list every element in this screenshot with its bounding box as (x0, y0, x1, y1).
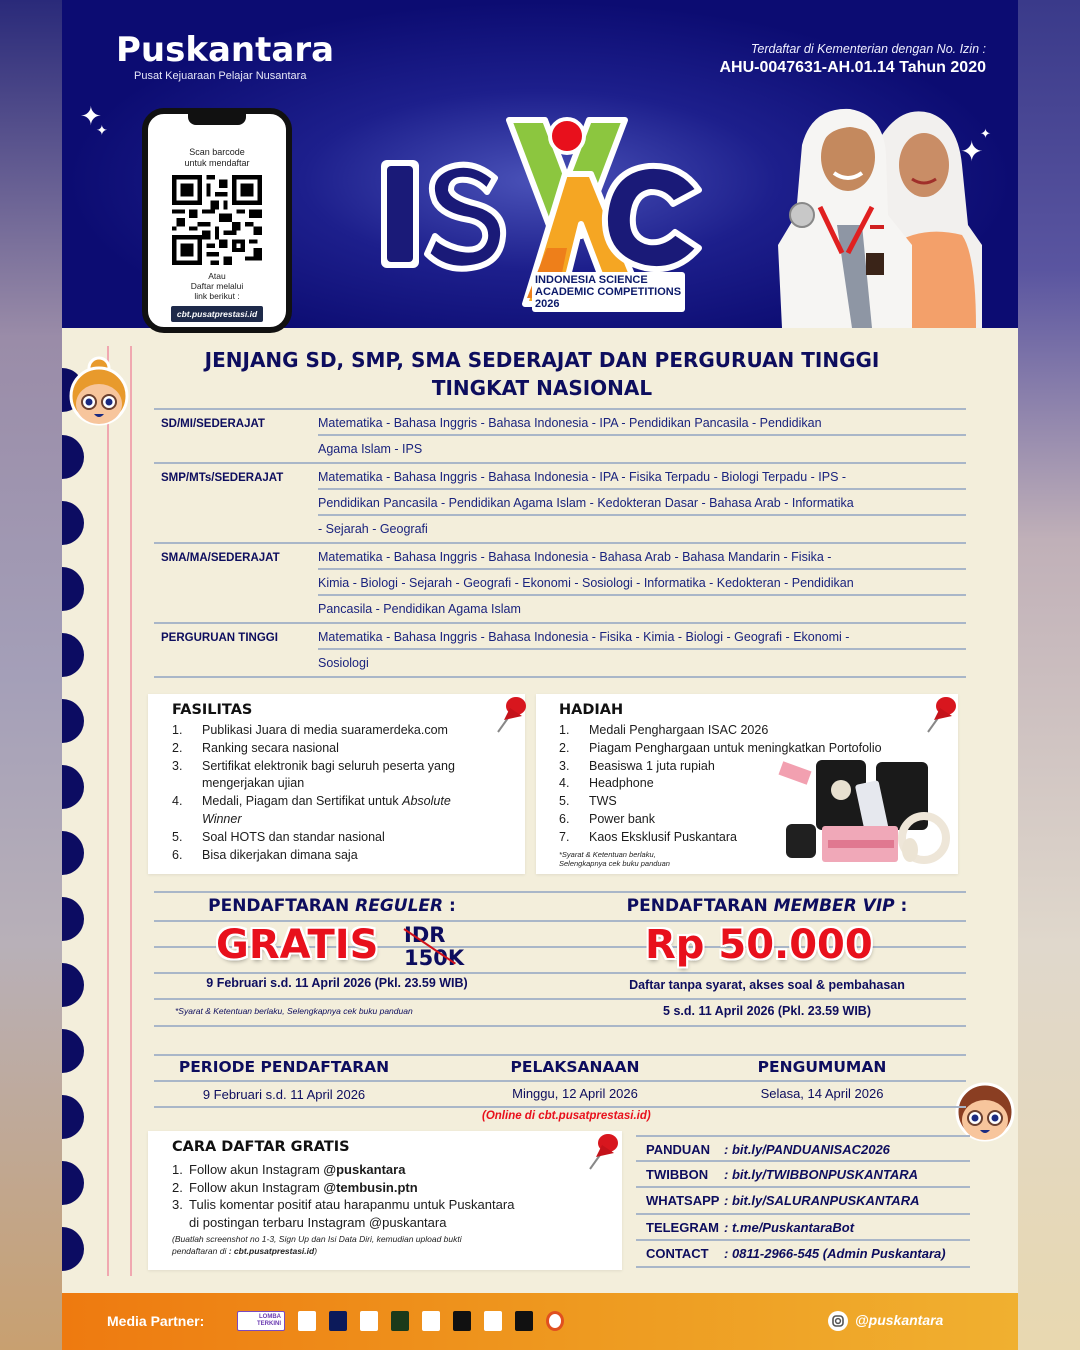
binder-hole (62, 897, 84, 941)
qr-code[interactable] (172, 175, 262, 265)
list-item: Winner (202, 811, 242, 826)
brand-tagline: Pusat Kejuaraan Pelajar Nusantara (134, 70, 307, 82)
registration-number: AHU-0047631-AH.01.14 Tahun 2020 (719, 59, 986, 76)
reguler-period: 9 Februari s.d. 11 April 2026 (Pkl. 23.59 WIB) (206, 976, 468, 990)
step-item: di postingan terbaru Instagram @puskantara (189, 1214, 447, 1230)
registration-label: Terdaftar di Kementerian dengan No. Izin : (750, 42, 986, 56)
schedule-value-registration: 9 Februari s.d. 11 April 2026 (202, 1087, 366, 1102)
sparkle-icon: ✦ (96, 123, 108, 139)
list-item: 4. Medali, Piagam dan Sertifikat untuk Absolute (172, 794, 451, 809)
partner-logo[interactable] (422, 1311, 440, 1331)
fasilitas-card (148, 694, 525, 874)
partner-logo[interactable] (360, 1311, 378, 1331)
level-row-pt (154, 622, 966, 678)
how-to-register-note: (Buatlah screenshot no 1-3, Sign Up dan Isi Data Diri, kemudian upload bukti pendaftaran di : cbt.pusatprestasi.id) (172, 1234, 462, 1256)
binder-hole (62, 1161, 84, 1205)
ruled-line (154, 1025, 966, 1027)
fasilitas-title: FASILITAS (172, 702, 253, 718)
list-item: 2. Piagam Penghargaan untuk meningkatkan Portofolio (559, 740, 882, 755)
partner-logo[interactable] (546, 1311, 564, 1331)
level-row-smp (154, 462, 966, 542)
subjects-line: Pancasila - Pendidikan Agama Islam (318, 602, 521, 616)
sparkle-icon: ✦ (960, 135, 984, 168)
schedule-title-registration: PERIODE PENDAFTARAN (178, 1058, 390, 1076)
poster (62, 0, 1018, 1350)
reguler-note: *Syarat & Ketentuan berlaku, Selengkapnya cek buku panduan (175, 1006, 413, 1016)
main-title: JENJANG SD, SMP, SMA SEDERAJAT DAN PERGURUAN TINGGI TINGKAT NASIONAL (204, 348, 880, 400)
list-item: 5. Soal HOTS dan standar nasional (172, 829, 385, 844)
step-item: 2. Follow akun Instagram @tembusin.ptn (172, 1179, 418, 1195)
subjects-line: Sosiologi (318, 656, 369, 670)
background-blur-right (1018, 0, 1080, 1350)
links-list (636, 1135, 970, 1268)
vip-heading: PENDAFTARAN MEMBER VIP : (626, 896, 908, 916)
schedule-value-execution: Minggu, 12 April 2026 (512, 1086, 638, 1101)
header-banner (62, 0, 1018, 328)
pushpin-icon (494, 694, 528, 738)
reguler-price: GRATIS (216, 922, 379, 968)
list-item: 6. Bisa dikerjakan dimana saja (172, 847, 358, 862)
partner-logo[interactable] (515, 1311, 533, 1331)
students-photo (762, 95, 982, 328)
ruled-line (154, 1054, 966, 1056)
list-item: mengerjakan ujian (202, 776, 305, 791)
hadiah-card (536, 694, 958, 874)
level-label: SMP/MTs/SEDERAJAT (161, 472, 284, 484)
ruled-line (154, 1106, 966, 1108)
binder-hole (62, 501, 84, 545)
schedule-value-announcement: Selasa, 14 April 2026 (760, 1086, 884, 1101)
alt-register-instruction: Atau Daftar melalui link berikut : (190, 271, 244, 301)
vip-period: 5 s.d. 11 April 2026 (Pkl. 23.59 WIB) (663, 1004, 871, 1018)
schedule-title-announcement: PENGUMUMAN (757, 1058, 887, 1076)
binder-hole (62, 699, 84, 743)
level-row-sd (154, 408, 966, 462)
background-blur-left (0, 0, 62, 1350)
level-row-sma (154, 542, 966, 622)
margin-line (107, 346, 109, 1276)
partner-logo[interactable] (391, 1311, 409, 1331)
footer (62, 1293, 1018, 1350)
how-to-register-card (148, 1131, 622, 1270)
brand-logo: Puskantara (116, 30, 335, 70)
list-item: 3. Beasiswa 1 juta rupiah (559, 758, 715, 773)
girl-avatar-icon (66, 356, 132, 432)
binder-hole (62, 963, 84, 1007)
list-item: 1. Publikasi Juara di media suaramerdeka.com (172, 723, 448, 737)
partner-logo-lomba-terkini[interactable]: LOMBA TERKINI (237, 1311, 285, 1331)
partner-logo[interactable] (484, 1311, 502, 1331)
list-item: 1. Medali Penghargaan ISAC 2026 (559, 723, 769, 737)
binder-hole (62, 633, 84, 677)
link-row-whatsapp[interactable]: WHATSAPP : bit.ly/SALURANPUSKANTARA (636, 1188, 970, 1215)
partner-logo[interactable] (453, 1311, 471, 1331)
subjects-line: Kimia - Biologi - Sejarah - Geografi - Ekonomi - Sosiologi - Informatika - Kedokteran - Pendidikan (318, 570, 966, 596)
isac-full-name: INDONESIA SCIENCE ACADEMIC COMPETITIONS 2026 (532, 272, 685, 312)
hadiah-title: HADIAH (559, 702, 624, 718)
pushpin-icon (586, 1131, 620, 1175)
subjects-line: Pendidikan Pancasila - Pendidikan Agama Islam - Kedokteran Dasar - Bahasa Arab - Informatika (318, 490, 966, 516)
binder-hole (62, 567, 84, 611)
hadiah-note: *Syarat & Ketentuan berlaku, Selengkapnya cek buku panduan (559, 849, 670, 868)
vip-benefit: Daftar tanpa syarat, akses soal & pembahasan (629, 978, 905, 992)
subjects-line: Matematika - Bahasa Inggris - Bahasa Indonesia - Bahasa Arab - Bahasa Mandarin - Fisika - (318, 544, 966, 570)
binder-hole (62, 1029, 84, 1073)
step-item: 3. Tulis komentar positif atau harapanmu untuk Puskantara (172, 1197, 515, 1212)
sparkle-icon: ✦ (80, 102, 102, 132)
list-item: 4. Headphone (559, 776, 654, 791)
step-item: 1. Follow akun Instagram @puskantara (172, 1162, 406, 1177)
phone-notch (188, 114, 246, 125)
instagram-handle[interactable]: @puskantara (855, 1312, 944, 1328)
sparkle-icon: ✦ (980, 127, 991, 142)
media-partner-label: Media Partner: (107, 1313, 205, 1329)
how-to-register-title: CARA DAFTAR GRATIS (172, 1139, 350, 1155)
link-row-contact[interactable]: CONTACT : 0811-2966-545 (Admin Puskantara) (636, 1241, 970, 1268)
binder-hole (62, 831, 84, 875)
subjects-line: Matematika - Bahasa Inggris - Bahasa Indonesia - Fisika - Kimia - Biologi - Geografi - Ekonomi - (318, 624, 966, 650)
ruled-line (154, 972, 966, 974)
subjects-line: - Sejarah - Geografi (318, 522, 428, 536)
level-label: SMA/MA/SEDERAJAT (161, 552, 280, 564)
margin-line (130, 346, 132, 1276)
subjects-line: Matematika - Bahasa Inggris - Bahasa Indonesia - IPA - Pendidikan Pancasila - Pendidikan (318, 410, 966, 436)
list-item: 3. Sertifikat elektronik bagi seluruh peserta yang (172, 758, 455, 773)
old-price: IDR 150K (404, 923, 465, 970)
binder-hole (62, 435, 84, 479)
link-row-panduan[interactable]: PANDUAN : bit.ly/PANDUANISAC2026 (636, 1135, 970, 1162)
list-item: 7. Kaos Eksklusif Puskantara (559, 829, 737, 844)
subjects-line: Matematika - Bahasa Inggris - Bahasa Indonesia - IPA - Fisika Terpadu - Biologi Terpadu - IPS - (318, 464, 966, 490)
scan-instruction: Scan barcode untuk mendaftar (184, 147, 250, 168)
link-row-twibbon[interactable]: TWIBBON : bit.ly/TWIBBONPUSKANTARA (636, 1162, 970, 1189)
level-label: SD/MI/SEDERAJAT (161, 418, 265, 430)
list-item: 2. Ranking secara nasional (172, 740, 339, 755)
list-item: 5. TWS (559, 794, 617, 809)
subjects-table (154, 408, 966, 678)
ruled-line (154, 891, 966, 893)
link-row-telegram[interactable]: TELEGRAM : t.me/PuskantaraBot (636, 1215, 970, 1242)
instagram-icon[interactable] (828, 1311, 848, 1331)
subjects-line: Agama Islam - IPS (318, 442, 423, 456)
schedule-title-execution: PELAKSANAAN (510, 1058, 640, 1076)
level-label: PERGURUAN TINGGI (161, 632, 278, 644)
partner-logo[interactable] (298, 1311, 316, 1331)
binder-hole (62, 1095, 84, 1139)
ruled-line (154, 998, 966, 1000)
partner-logo[interactable] (329, 1311, 347, 1331)
pushpin-icon (924, 694, 958, 738)
vip-price: Rp 50.000 (645, 922, 873, 968)
online-note[interactable]: (Online di cbt.pusatprestasi.id) (482, 1110, 651, 1122)
prizes-illustration (776, 754, 956, 876)
list-item: 6. Power bank (559, 811, 656, 826)
register-link[interactable]: cbt.pusatprestasi.id (171, 306, 263, 322)
binder-hole (62, 765, 84, 809)
phone-mockup (142, 108, 292, 333)
ruled-line (154, 1080, 966, 1082)
binder-hole (62, 1227, 84, 1271)
reguler-heading: PENDAFTARAN REGULER : (208, 896, 456, 916)
